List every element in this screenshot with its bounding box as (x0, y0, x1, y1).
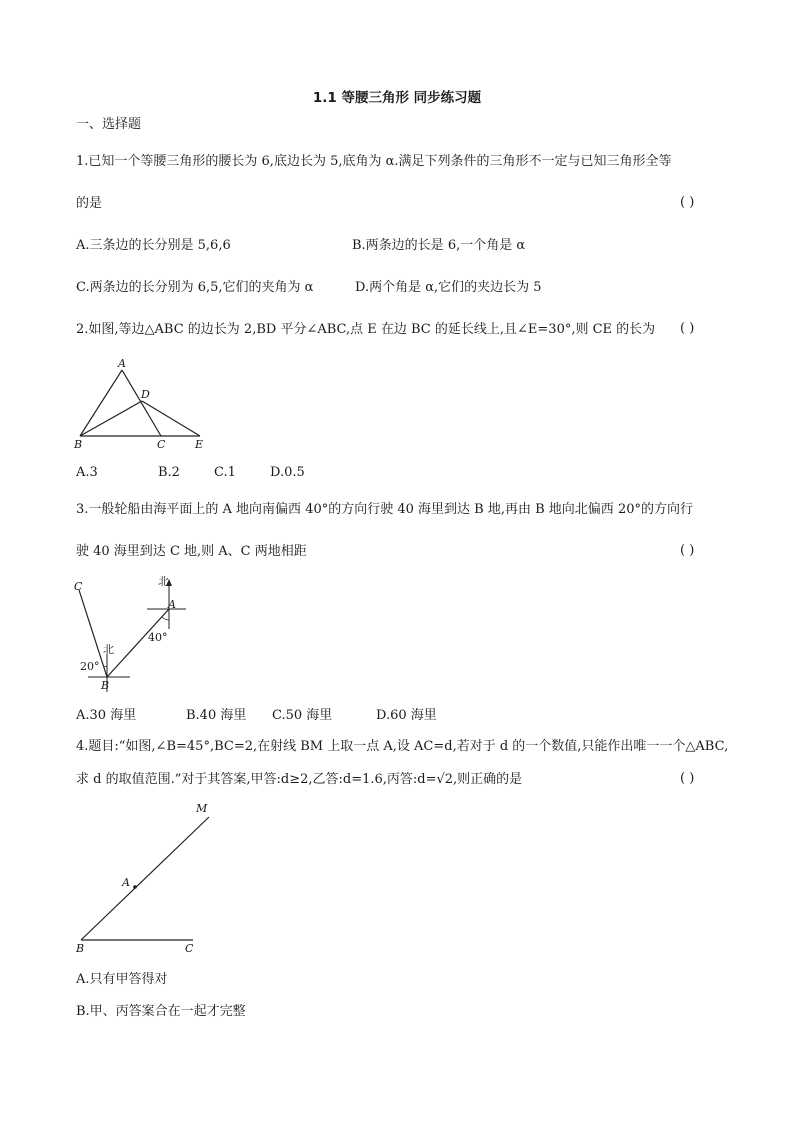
q2-label-d: D (141, 388, 150, 401)
q3-option-c: C.50 海里 (272, 708, 333, 723)
q3-label-angle40: 40° (148, 631, 168, 644)
q4-label-b: B (76, 942, 85, 955)
q4-stem-line1: 4.题目:“如图,∠B=45°,BC=2,在射线 BM 上取一点 A,设 AC=d,若对于 d 的一个数值,只能作出唯一一个△ABC, (76, 739, 729, 754)
q2-segment-bd (80, 401, 142, 436)
q3-stem-line2: 驶 40 海里到达 C 地,则 A、C 两地相距 (76, 544, 307, 559)
q2-option-d: D.0.5 (270, 465, 305, 480)
q2-stem: 2.如图,等边△ABC 的边长为 2,BD 平分∠ABC,点 E 在边 BC 的延长线上,且∠E=30°,则 CE 的长为 (76, 322, 656, 337)
q3-answer-blank: ( ) (680, 543, 695, 558)
q4-label-m: M (196, 802, 208, 815)
q1-answer-blank: ( ) (680, 195, 695, 210)
q4-label-a: A (122, 876, 130, 889)
q3-option-b: B.40 海里 (186, 708, 247, 723)
q3-label-north-top: 北 (158, 575, 169, 588)
q2-option-c: C.1 (214, 465, 236, 480)
q2-answer-blank: ( ) (680, 321, 695, 336)
q2-label-c: C (157, 438, 166, 451)
q2-option-a: A.3 (76, 465, 98, 480)
q3-arc-40 (162, 617, 169, 620)
q3-label-angle20: 20° (80, 660, 100, 673)
page-title: 1.1 等腰三角形 同步练习题 (312, 90, 482, 106)
q3-option-a: A.30 海里 (76, 708, 137, 723)
q4-option-b: B.甲、丙答案合在一起才完整 (76, 1004, 246, 1019)
q1-stem-line1: 1.已知一个等腰三角形的腰长为 6,底边长为 5,底角为 α.满足下列条件的三角形不一定与已知三角形全等 (76, 154, 672, 169)
q2-segment-ac (122, 370, 161, 436)
q3-label-b: B (101, 679, 110, 692)
q3-option-d: D.60 海里 (376, 708, 437, 723)
q2-triangle-figure (72, 356, 212, 451)
q4-ray-bm (81, 817, 209, 940)
q3-label-c: C (74, 580, 83, 593)
q3-label-a: A (168, 598, 176, 611)
q1-option-c: C.两条边的长分别为 6,5,它们的夹角为 α (76, 280, 314, 295)
q1-option-a: A.三条边的长分别是 5,6,6 (76, 238, 231, 253)
q4-label-c: C (185, 942, 194, 955)
q4-option-a: A.只有甲答得对 (76, 972, 168, 987)
q1-stem-line2: 的是 (76, 196, 103, 211)
q3-stem-line1: 3.一般轮船由海平面上的 A 地向南偏西 40°的方向行驶 40 海里到达 B 地,再由 B 地向北偏西 20°的方向行 (76, 502, 693, 517)
q4-answer-blank: ( ) (680, 771, 695, 786)
q2-label-e: E (195, 438, 204, 451)
q2-label-a: A (118, 357, 126, 370)
q1-option-d: D.两个角是 α,它们的夹边长为 5 (355, 280, 542, 295)
q3-bearing-figure (72, 574, 202, 694)
q2-option-b: B.2 (158, 465, 180, 480)
q4-stem-line2: 求 d 的取值范围.”对于其答案,甲答:d≥2,乙答:d=1.6,丙答:d=√2,则正确的是 (76, 772, 523, 787)
q4-point-a (133, 885, 137, 889)
section-heading: 一、选择题 (76, 117, 142, 132)
q1-option-b: B.两条边的长是 6,一个角是 α (352, 238, 526, 253)
q3-label-north-b: 北 (103, 643, 114, 656)
q2-label-b: B (74, 438, 83, 451)
q4-ray-figure (72, 800, 222, 955)
q2-segment-ab (80, 370, 122, 436)
